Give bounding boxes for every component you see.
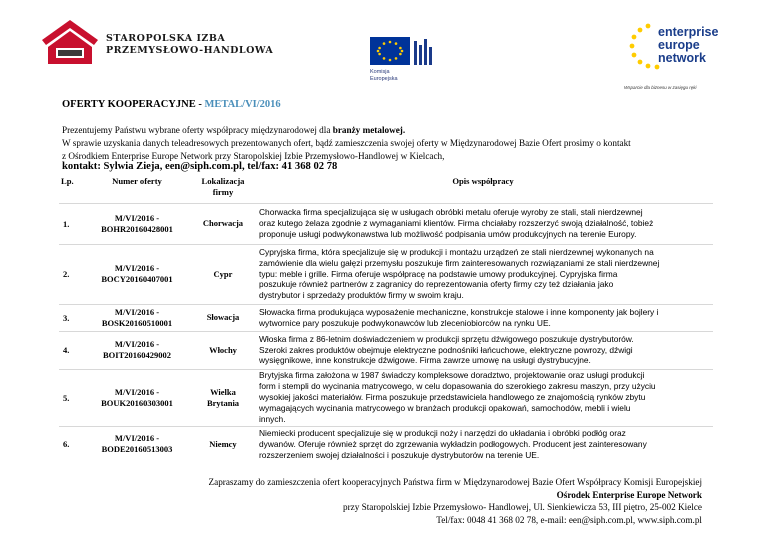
row-lp: 1. [59, 203, 81, 244]
offers-table [59, 176, 713, 462]
intro-line2: W sprawie uzyskania danych teleadresowych prezentowanych ofert, bądź zamieszczenia swojej oferty w Międzynarodowej Bazie Ofert prosimy o kontakt [62, 137, 631, 148]
footer-line2: Ośrodek Enterprise Europe Network [556, 489, 702, 500]
row-country [193, 244, 253, 304]
row-offer-number [81, 426, 193, 462]
row-country [193, 426, 253, 462]
desc-line: wymagających wycinania matrycowego w branżach produkcji opakowań, samochodów, mebli i wielu [259, 402, 631, 413]
org-name-line2: PRZEMYSŁOWO-HANDLOWA [106, 45, 274, 56]
een-caption: Wsparcie dla biznesu w zasięgu ręki [624, 85, 697, 90]
footer [209, 476, 702, 526]
country-line1: Włochy [209, 344, 237, 355]
row-lp: 5. [59, 369, 81, 426]
header-country [193, 176, 253, 203]
een-line1: enterprise [658, 25, 719, 39]
offer-number-line2: BOHR20160428001 [101, 223, 173, 234]
intro-text [62, 124, 722, 162]
row-description [253, 331, 713, 369]
row-lp: 4. [59, 331, 81, 369]
desc-line: Niemiecki producent specjalizuje się w produkcji noży i narzędzi do układania i obróbki podłóg oraz [259, 427, 626, 438]
desc-line: dywanów. Oferuje również sprzęt do zgrzewania wykładzin podłogowych. Producent jest zainteresowany [259, 438, 647, 449]
offer-number-line1: M/VI/2016 - [114, 433, 160, 444]
footer-line1: Zapraszamy do zamieszczenia ofert kooperacyjnych Państwa firm w Międzynarodowej Bazie Ofert Współpracy Komisji Europejskiej [208, 477, 702, 487]
row-country [193, 304, 253, 331]
desc-line: Szeroki zakres produktów obejmuje elektryczne podnośniki łańcuchowe, elektryczne powrozy, dźwigi [259, 344, 633, 355]
table-row [59, 369, 713, 426]
desc-line: rozszerzeniem swojej działalności i poszukuje dystrybutorów na terenie UE. [259, 449, 540, 460]
chamber-logo [40, 18, 100, 66]
row-offer-number [81, 244, 193, 304]
row-country [193, 369, 253, 426]
org-name [106, 33, 273, 57]
country-line1: Słowacja [206, 312, 240, 322]
page-title [62, 99, 281, 110]
intro-line3: z Ośrodkiem Enterprise Europe Network przy Staropolskiej Izbie Przemysłowo-Handlowej w Kielcach, [62, 150, 445, 161]
desc-line: zamówienie dla wielu gałęzi przemysłu poszukuje firm zainteresowanych rozwiązaniami ze stali nierdzewnej [259, 257, 660, 268]
table-header-row [59, 176, 713, 203]
row-country [193, 331, 253, 369]
desc-line: Słowacka firma produkująca wyposażenie mechaniczne, konstrukcje stalowe i inne komponenty jak bojlery i [259, 306, 659, 317]
eu-caption [370, 69, 398, 82]
table-row [59, 331, 713, 369]
desc-line: oraz kutego żelaza zgodnie z wymaganiami klientów. Firma chciałaby rozszerzyć swoją działalność, tobież [259, 218, 654, 229]
title-sub: METAL/VI/2016 [204, 99, 281, 110]
desc-line: wytwornice pary poszukuje podwykonawców lub zleceniobiorców na rynku UE. [259, 317, 551, 328]
table-row [59, 304, 713, 331]
row-offer-number [81, 304, 193, 331]
country-line1: Cypr [213, 268, 233, 279]
desc-line: Włoska firma z 86-letnim doświadczeniem w produkcji sprzętu dźwigowego poszukuje dystrybutorów. [259, 333, 634, 344]
intro-line1 [62, 124, 722, 137]
country-line2: Brytania [206, 397, 240, 408]
offer-number-line2: BOUK20160303001 [101, 397, 173, 408]
offer-number-line1: M/VI/2016 - [114, 339, 160, 349]
offer-number-line1: M/VI/2016 - [114, 263, 160, 273]
header-country-line2: firmy [212, 187, 234, 197]
footer-line3: przy Staropolskiej Izbie Przemysłowo- Handlowej, Ul. Sienkiewicza 53, III piętro, 25-002 Kielce [343, 502, 702, 513]
footer-line4: Tel/fax: 0048 41 368 02 78, e-mail: een@siph.com.pl, www.siph.com.pl [436, 514, 702, 525]
row-offer-number [81, 331, 193, 369]
offer-number-line2: BODE20160513003 [101, 444, 173, 455]
desc-line: Chorwacka firma specjalizująca się w usługach obróbki metalu oferuje wyroby ze stali, stali nierdzewnej [259, 207, 643, 218]
country-line1: Chorwacja [202, 218, 244, 228]
row-country [193, 203, 253, 244]
row-description [253, 203, 713, 244]
row-offer-number [81, 369, 193, 426]
desc-line: typu: meble i grille. Firma oferuje współpracę na podstawie umowy produkcyjnej. Cypryjska firma [259, 268, 618, 279]
header-number: Numer oferty [112, 176, 162, 186]
row-description [253, 304, 713, 331]
desc-line: Brytyjska firma założona w 1987 świadczy kompleksowe doradztwo, projektowanie oraz usługi produkcji [259, 370, 645, 381]
desc-line: innych. [259, 413, 286, 424]
desc-line: Cypryjska firma, która specjalizuje się w produkcji i montażu urządzeń ze stali nierdzewnej wykonanych na [259, 246, 654, 257]
desc-line: dystrybutor i sprzedaży produktów firmy w swoim kraju. [259, 290, 464, 301]
org-name-line1: STAROPOLSKA IZBA [106, 33, 226, 44]
desc-line: poszukuje również partnerów z zagranicy do reprezentowania oferty firmy czy też działania jako [259, 279, 614, 290]
row-offer-number [81, 203, 193, 244]
table-row [59, 203, 713, 244]
row-description [253, 244, 713, 304]
row-lp: 2. [59, 244, 81, 304]
offer-number-line1: M/VI/2016 - [114, 306, 160, 317]
een-line3: network [658, 51, 706, 65]
header-country-line1: Lokalizacja [201, 176, 245, 186]
header-lp: Lp. [61, 176, 74, 186]
offer-number-line2: BOCY20160407001 [101, 274, 173, 284]
country-line1: Wielka [210, 386, 236, 397]
offer-number-line1: M/VI/2016 - [114, 386, 160, 397]
title-main: OFERTY KOOPERACYJNE - [62, 99, 205, 110]
een-line2: europe [658, 38, 700, 52]
intro-line1-text: Prezentujemy Państwu wybrane oferty współpracy międzynarodowej dla [62, 125, 333, 135]
desc-line: wysokiej jakości materiałów. Firma poszukuje przedstawiciela handlowego ze znajomością rynków zbytu [259, 392, 646, 403]
desc-line: proponuje usługi podwykonawstwa lub możliwość podpisania umów produkcyjnych na terenie Europy. [259, 228, 637, 239]
table-row [59, 426, 713, 462]
row-description [253, 369, 713, 426]
row-lp: 6. [59, 426, 81, 462]
row-description [253, 426, 713, 462]
intro-line1-bold: branży metalowej. [332, 125, 406, 135]
een-wordmark [658, 26, 718, 65]
desc-line: wysięgnikowe, inne konstrukcje dźwigowe. Firma zawrze umowę na usługi dystrybucyjne. [259, 355, 591, 366]
contact-line: kontakt: Sylwia Zieja, een@siph.com.pl, tel/fax: 41 368 02 78 [62, 161, 338, 172]
offer-number-line2: BOIT20160429002 [102, 350, 171, 360]
eu-caption-line2: Europejska [370, 75, 398, 82]
eu-caption-line1: Komisja [370, 69, 390, 75]
country-line1: Niemcy [209, 438, 237, 449]
header-description: Opis współpracy [452, 176, 514, 186]
offer-number-line1: M/VI/2016 - [114, 212, 160, 223]
desc-line: form i stempli do wycinania matrycowego, w celu dopasowania do szerokiego zakresu maszyn, przy użyciu [259, 381, 656, 392]
row-lp: 3. [59, 304, 81, 331]
table-row [59, 244, 713, 304]
offer-number-line2: BOSK20160510001 [101, 317, 173, 328]
